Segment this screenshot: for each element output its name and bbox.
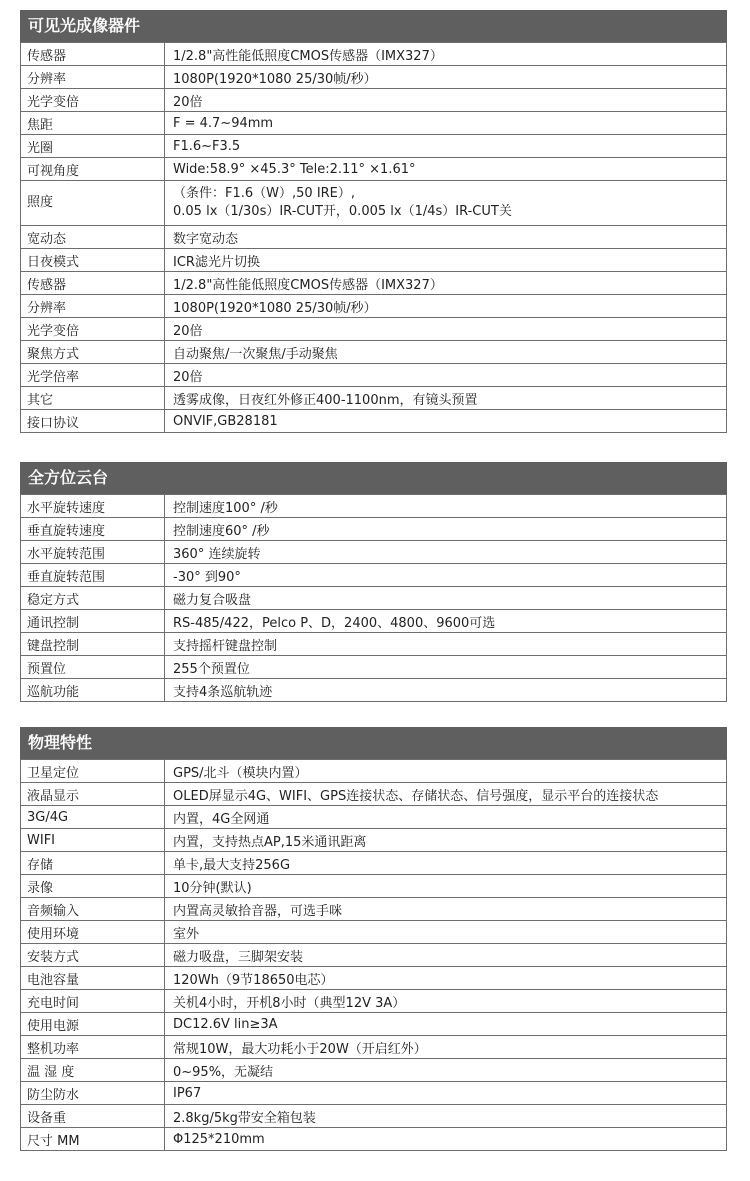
spec-label: 宽动态: [21, 226, 165, 249]
spec-row: [21, 518, 727, 541]
section-physical: [20, 727, 727, 1151]
spec-value: 20倍: [165, 318, 727, 341]
spec-row: [21, 112, 727, 135]
spec-label: 传感器: [21, 272, 165, 295]
spec-row: [21, 990, 727, 1013]
spec-value-line: （条件：F1.6（W）,50 IRE）,: [173, 186, 356, 201]
spec-row: [21, 158, 727, 181]
spec-label: 使用电源: [21, 1013, 165, 1036]
spec-row: [21, 364, 727, 387]
spec-table: [20, 494, 727, 702]
spec-value: 1/2.8"高性能低照度CMOS传感器（IMX327）: [165, 272, 727, 295]
spec-value: 控制速度100° /秒: [165, 495, 727, 518]
spec-row: [21, 249, 727, 272]
spec-row: [21, 410, 727, 433]
spec-value: Wide:58.9° ×45.3° Tele:2.11° ×1.61°: [165, 158, 727, 181]
spec-label: 通讯控制: [21, 610, 165, 633]
spec-label: 设备重: [21, 1105, 165, 1128]
spec-row: [21, 89, 727, 112]
section-ptz: [20, 462, 727, 702]
spec-row: [21, 181, 727, 226]
spec-value: 内置，支持热点AP,15米通讯距离: [165, 829, 727, 852]
spec-value: 自动聚焦/一次聚焦/手动聚焦: [165, 341, 727, 364]
spec-row: [21, 135, 727, 158]
spec-row: [21, 1036, 727, 1059]
spec-value: 1080P(1920*1080 25/30帧/秒）: [165, 66, 727, 89]
spec-row: [21, 852, 727, 875]
spec-value: 10分钟(默认): [165, 875, 727, 898]
spec-value: Φ125*210mm: [165, 1128, 727, 1151]
spec-value: 数字宽动态: [165, 226, 727, 249]
spec-label: 使用环境: [21, 921, 165, 944]
spec-row: [21, 1128, 727, 1151]
section-title: 可见光成像器件: [20, 10, 727, 42]
spec-row: [21, 564, 727, 587]
spec-row: [21, 921, 727, 944]
spec-value: 20倍: [165, 89, 727, 112]
spec-label: 稳定方式: [21, 587, 165, 610]
spec-value: DC12.6V lin≥3A: [165, 1013, 727, 1036]
spec-label: 垂直旋转速度: [21, 518, 165, 541]
spec-label: 聚焦方式: [21, 341, 165, 364]
section-imaging: [20, 10, 727, 433]
spec-value: 1080P(1920*1080 25/30帧/秒）: [165, 295, 727, 318]
spec-value: 0~95%，无凝结: [165, 1059, 727, 1082]
spec-label: 存储: [21, 852, 165, 875]
spec-label: 其它: [21, 387, 165, 410]
spec-value: 透雾成像，日夜红外修正400-1100nm，有镜头预置: [165, 387, 727, 410]
spec-value: 2.8kg/5kg带安全箱包装: [165, 1105, 727, 1128]
spec-row: [21, 610, 727, 633]
spec-row: [21, 387, 727, 410]
spec-row: [21, 295, 727, 318]
spec-row: [21, 944, 727, 967]
spec-value: ONVIF,GB28181: [165, 410, 727, 433]
spec-row: [21, 967, 727, 990]
spec-label: 光学变倍: [21, 318, 165, 341]
section-title: 全方位云台: [20, 462, 727, 494]
spec-label: 分辨率: [21, 295, 165, 318]
spec-row: [21, 875, 727, 898]
spec-value: 360° 连续旋转: [165, 541, 727, 564]
spec-row: [21, 66, 727, 89]
spec-row: [21, 318, 727, 341]
spec-value: 单卡,最大支持256G: [165, 852, 727, 875]
spec-label: 键盘控制: [21, 633, 165, 656]
section-title: 物理特性: [20, 727, 727, 759]
spec-label: 录像: [21, 875, 165, 898]
spec-row: [21, 1013, 727, 1036]
spec-row: [21, 806, 727, 829]
spec-label: 卫星定位: [21, 760, 165, 783]
spec-value: ICR滤光片切换: [165, 249, 727, 272]
spec-row: [21, 272, 727, 295]
spec-label: 日夜模式: [21, 249, 165, 272]
spec-value: RS-485/422，Pelco P、D，2400、4800、9600可选: [165, 610, 727, 633]
spec-value: 255个预置位: [165, 656, 727, 679]
spec-row: [21, 656, 727, 679]
spec-value: 常规10W，最大功耗小于20W（开启红外）: [165, 1036, 727, 1059]
spec-value: 1/2.8"高性能低照度CMOS传感器（IMX327）: [165, 43, 727, 66]
spec-value: 内置，4G全网通: [165, 806, 727, 829]
spec-label: 温 湿 度: [21, 1059, 165, 1082]
spec-row: [21, 1082, 727, 1105]
spec-label: 充电时间: [21, 990, 165, 1013]
spec-label: 整机功率: [21, 1036, 165, 1059]
spec-label: 水平旋转范围: [21, 541, 165, 564]
spec-label: WIFI: [21, 829, 165, 852]
spec-row: [21, 633, 727, 656]
spec-label: 水平旋转速度: [21, 495, 165, 518]
spec-value: IP67: [165, 1082, 727, 1105]
spec-row: [21, 1059, 727, 1082]
spec-row: [21, 226, 727, 249]
spec-table: [20, 42, 727, 433]
spec-label: 3G/4G: [21, 806, 165, 829]
spec-value: 20倍: [165, 364, 727, 387]
spec-value: 室外: [165, 921, 727, 944]
spec-value: GPS/北斗（模块内置）: [165, 760, 727, 783]
spec-value: 磁力吸盘，三脚架安装: [165, 944, 727, 967]
spec-row: [21, 760, 727, 783]
spec-row: [21, 679, 727, 702]
spec-row: [21, 898, 727, 921]
spec-value: 关机4小时，开机8小时（典型12V 3A）: [165, 990, 727, 1013]
spec-value: [165, 181, 727, 226]
spec-label: 可视角度: [21, 158, 165, 181]
spec-label: 焦距: [21, 112, 165, 135]
spec-row: [21, 43, 727, 66]
spec-value: OLED屏显示4G、WIFI、GPS连接状态、存储状态、信号强度，显示平台的连接状态: [165, 783, 727, 806]
spec-row: [21, 829, 727, 852]
spec-label: 接口协议: [21, 410, 165, 433]
spec-label: 音频输入: [21, 898, 165, 921]
spec-table: [20, 759, 727, 1151]
spec-row: [21, 783, 727, 806]
spec-label: 液晶显示: [21, 783, 165, 806]
spec-row: [21, 1105, 727, 1128]
spec-label: 分辨率: [21, 66, 165, 89]
spec-label: 巡航功能: [21, 679, 165, 702]
spec-value-line: 0.05 lx（1/30s）IR-CUT开，0.005 lx（1/4s）IR-CUT关: [173, 204, 512, 219]
spec-value: -30° 到90°: [165, 564, 727, 587]
spec-label: 照度: [21, 181, 165, 226]
spec-value: 磁力复合吸盘: [165, 587, 727, 610]
spec-row: [21, 341, 727, 364]
spec-label: 电池容量: [21, 967, 165, 990]
spec-value: F = 4.7~94mm: [165, 112, 727, 135]
spec-value: 控制速度60° /秒: [165, 518, 727, 541]
spec-value: 支持摇杆键盘控制: [165, 633, 727, 656]
spec-row: [21, 495, 727, 518]
spec-label: 光圈: [21, 135, 165, 158]
spec-row: [21, 541, 727, 564]
spec-label: 安装方式: [21, 944, 165, 967]
spec-value: 内置高灵敏拾音器，可选手咪: [165, 898, 727, 921]
spec-value: F1.6~F3.5: [165, 135, 727, 158]
spec-label: 光学倍率: [21, 364, 165, 387]
spec-label: 光学变倍: [21, 89, 165, 112]
spec-label: 垂直旋转范围: [21, 564, 165, 587]
spec-row: [21, 587, 727, 610]
spec-label: 传感器: [21, 43, 165, 66]
spec-label: 尺寸 MM: [21, 1128, 165, 1151]
spec-label: 防尘防水: [21, 1082, 165, 1105]
spec-value: 120Wh（9节18650电芯）: [165, 967, 727, 990]
spec-label: 预置位: [21, 656, 165, 679]
spec-value: 支持4条巡航轨迹: [165, 679, 727, 702]
